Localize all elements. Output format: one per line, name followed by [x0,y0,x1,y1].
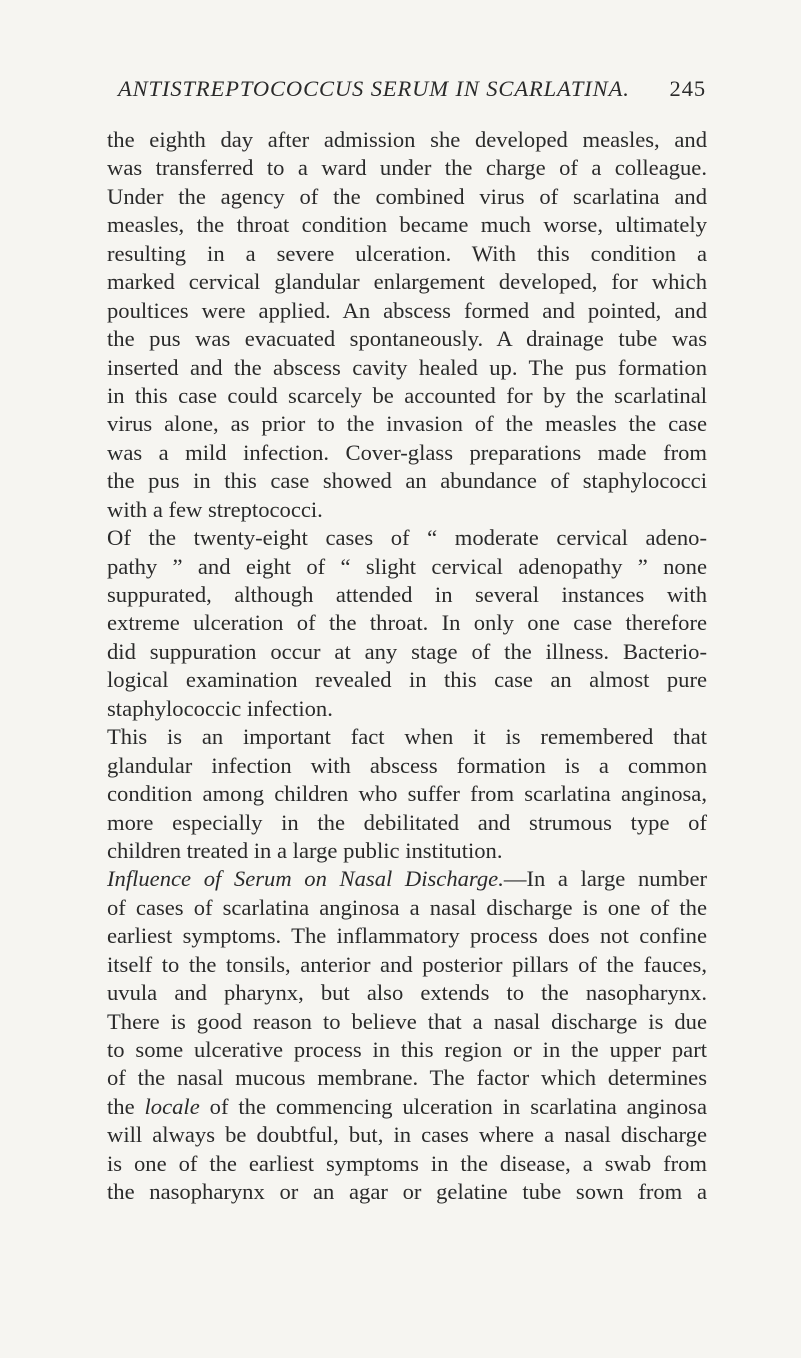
text-line: with a few streptococci. [107,496,323,522]
text-line: the nasopharynx or an agar or gelatine tube sown from a [107,1179,707,1205]
text-line: uvula and pharynx, but also extends to the nasopharynx. [107,980,707,1006]
text-line: of cases of scarlatina anginosa a nasal discharge is one of the [107,894,707,920]
text-line: This is an important fact when it is remembered that [107,724,707,750]
text-line: children treated in a large public institution. [107,837,503,863]
text-line: the eighth day after admission she developed measles, and [107,127,707,152]
section-heading-line [107,865,707,893]
paragraph-glandular-infection [107,723,707,865]
text-line: Under the agency of the combined virus of scarlatina and [107,183,707,209]
text-line: poultices were applied. An abscess formed and pointed, and [107,297,707,323]
text-line: the pus was evacuated spontaneously. A drainage tube was [107,326,707,352]
text-line: to some ulcerative process in this region or in the upper part [107,1037,707,1062]
text-line: glandular infection with abscess formation is a common [107,752,707,778]
text-line: pathy ” and eight of “ slight cervical adenopathy ” none [107,553,707,579]
text-line: was a mild infection. Cover-glass preparations made from [107,439,707,465]
text-line: condition among children who suffer from scarlatina anginosa, [107,781,707,807]
text-line: suppurated, although attended in several instances with [107,582,707,607]
page-number: 245 [669,76,706,101]
text-line: is one of the earliest symptoms in the disease, a swab from [107,1150,707,1176]
text-line: in this case could scarcely be accounted for by the scarlatinal [107,382,707,408]
text-line: Of the twenty-eight cases of “ moderate cervical adeno- [107,525,707,551]
locale-before: the [107,1093,145,1119]
text-line: measles, the throat condition became much worse, ultimately [107,212,707,238]
text-line: earliest symptoms. The inflammatory process does not confine [107,923,707,949]
text-line: did suppuration occur at any stage of the illness. Bacterio- [107,638,707,664]
body-text [107,126,707,1207]
running-title: ANTISTREPTOCOCCUS SERUM IN SCARLATINA. [118,76,630,101]
paragraph-measles-case [107,126,707,524]
paragraph-adenopathy [107,524,707,723]
text-line: of the nasal mucous membrane. The factor which determines [107,1065,707,1091]
text-line: will always be doubtful, but, in cases where a nasal discharge [107,1122,707,1148]
text-line: marked cervical glandular enlargement developed, for which [107,269,707,295]
section-heading: Influence of Serum on Nasal Discharge. [107,866,504,892]
heading-line-rest: —In a large number [503,866,707,892]
text-line: virus alone, as prior to the invasion of the measles the case [107,411,707,437]
text-line: logical examination revealed in this case an almost pure [107,667,707,693]
paragraph-nasal-discharge [107,865,707,1206]
text-line: extreme ulceration of the throat. In only one case therefore [107,610,707,636]
text-line: more especially in the debilitated and strumous type of [107,809,707,835]
text-line: inserted and the abscess cavity healed up. The pus formation [107,354,707,380]
text-line: staphylococcic infection. [107,695,333,721]
text-line: itself to the tonsils, anterior and posterior pillars of the fauces, [107,951,707,977]
text-line: resulting in a severe ulceration. With this condition a [107,240,707,266]
running-head [118,76,706,108]
text-line: the pus in this case showed an abundance of staphylococci [107,468,707,494]
text-line-locale [107,1093,707,1121]
text-line: There is good reason to believe that a nasal discharge is due [107,1008,707,1034]
text-line: was transferred to a ward under the charge of a colleague. [107,155,707,181]
locale-after: of the commencing ulceration in scarlatina anginosa [199,1093,707,1119]
locale-italic: locale [144,1093,200,1119]
